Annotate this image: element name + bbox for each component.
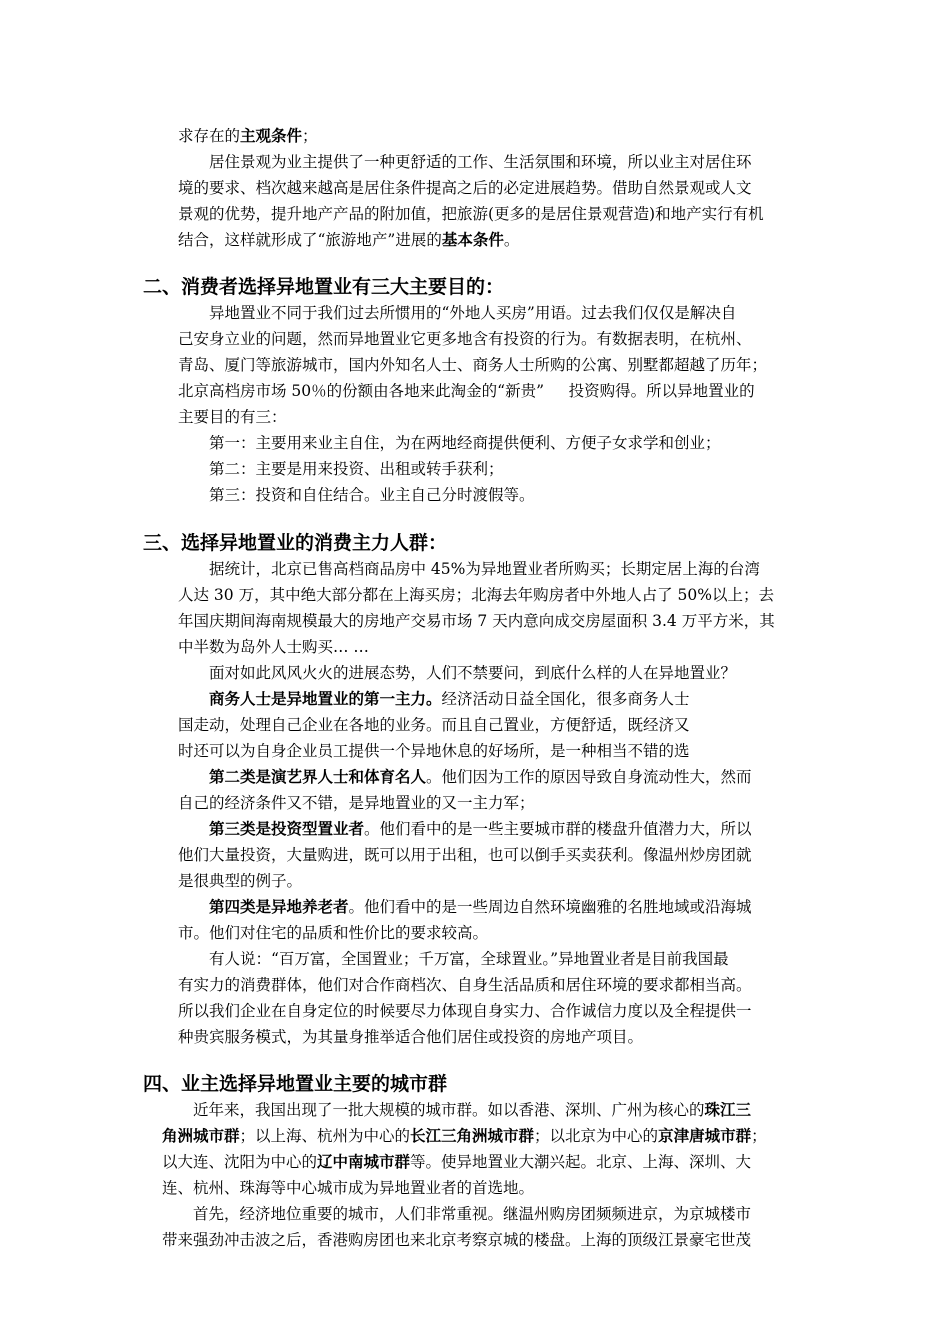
text-run: ；以北京为中心的 [534, 1127, 659, 1145]
text-run: 。他们看中的是一些主要城市群的楼盘升值潜力大，所以 [364, 820, 752, 838]
paragraph-line: 他们大量投资，大量购进，既可以用于出租，也可以倒手买卖获利。像温州炒房团就 [178, 846, 752, 864]
paragraph-line [178, 124, 318, 148]
text-run: 。他们因为工作的原因导致自身流动性大，然而 [426, 768, 752, 786]
paragraph-line: 是很典型的例子。 [178, 872, 303, 890]
paragraph-line: 据统计，北京已售高档商品房中 45%为异地置业者所购买；长期定居上海的台湾 [209, 560, 760, 578]
text-run: 等。使异地置业大潮兴起。北京、上海、深圳、大 [410, 1153, 752, 1171]
section-heading: 二、消费者选择异地置业有三大主要目的： [143, 276, 505, 298]
bold-term: 基本条件 [441, 231, 504, 249]
list-item: 第一：主要用来业主自住，为在两地经商提供便利、方便子女求学和创业； [209, 434, 721, 452]
paragraph-line [209, 687, 690, 711]
text-run: 。 [503, 231, 520, 249]
paragraph-line: 中半数为岛外人士购买… … [178, 638, 369, 656]
bold-term: 商务人士是异地置业的第一主力。 [209, 690, 442, 708]
paragraph-line: 面对如此风风火火的进展态势，人们不禁要问，到底什么样的人在异地置业？ [209, 664, 737, 682]
paragraph-line [209, 895, 752, 919]
paragraph-line: 境的要求、档次越来越高是居住条件提高之后的必定进展趋势。借助自然景观或人文 [178, 179, 752, 197]
paragraph-line: 连、杭州、珠海等中心城市成为异地置业者的首选地。 [162, 1179, 535, 1197]
paragraph-line: 种贵宾服务模式，为其量身推举适合他们居住或投资的房地产项目。 [178, 1028, 644, 1046]
paragraph-line [209, 817, 752, 841]
bold-term: 珠江三 [704, 1101, 752, 1119]
paragraph-line: 有人说：“百万富，全国置业；千万富，全球置业。”异地置业者是目前我国最 [209, 950, 729, 968]
paragraph-line [162, 1150, 751, 1174]
list-item: 第三：投资和自住结合。业主自己分时渡假等。 [209, 486, 535, 504]
paragraph-line [178, 228, 519, 252]
paragraph-line: 所以我们企业在自身定位的时候要尽力体现自身实力、合作诚信力度以及全程提供一 [178, 1002, 752, 1020]
bold-term: 辽中南城市群 [317, 1153, 411, 1171]
paragraph-line: 有实力的消费群体，他们对合作商档次、自身生活品质和居住环境的要求都相当高。 [178, 976, 752, 994]
bold-term: 主观条件 [240, 127, 303, 145]
paragraph-line [193, 1098, 751, 1122]
paragraph-line: 首先，经济地位重要的城市，人们非常重视。继温州购房团频频进京，为京城楼市 [193, 1205, 752, 1223]
paragraph-line [209, 765, 752, 789]
bold-term: 第二类是演艺界人士和体育名人 [209, 768, 427, 786]
paragraph-line: 景观的优势，提升地产产品的附加值，把旅游(更多的是居住景观营造)和地产实行有机 [178, 205, 764, 223]
bold-term: 第三类是投资型置业者 [209, 820, 365, 838]
paragraph-line: 居住景观为业主提供了一种更舒适的工作、生活氛围和环境，所以业主对居住环 [209, 153, 752, 171]
section-heading: 四、业主选择异地置业主要的城市群 [143, 1073, 448, 1095]
bold-term: 长江三角洲城市群 [410, 1127, 535, 1145]
paragraph-line: 自己的经济条件又不错，是异地置业的又一主力军； [178, 794, 535, 812]
paragraph-line: 异地置业不同于我们过去所惯用的“外地人买房”用语。过去我们仅仅是解决自 [209, 304, 737, 322]
text-run: ； [751, 1127, 767, 1145]
section-heading: 三、选择异地置业的消费主力人群： [143, 532, 448, 554]
paragraph-line: 市。他们对住宅的品质和性价比的要求较高。 [178, 924, 489, 942]
text-run: 以大连、沈阳为中心的 [162, 1153, 318, 1171]
paragraph-line: 主要目的有三： [178, 408, 287, 426]
list-item: 第二：主要是用来投资、出租或转手获利； [209, 460, 504, 478]
paragraph-line: 北京高档房市场 50％的份额由各地来此淘金的“新贵” 投资购得。所以异地置业的 [178, 382, 755, 400]
text-run: 结合，这样就形成了“旅游地产”进展的 [178, 231, 442, 249]
text-run: 经济活动日益全国化，很多商务人士 [441, 690, 690, 708]
text-run: 。他们看中的是一些周边自然环境幽雅的名胜地域或沿海城 [348, 898, 752, 916]
text-run: ； [302, 127, 318, 145]
text-run: 求存在的 [178, 127, 241, 145]
paragraph-line: 人达 30 万，其中绝大部分都在上海买房；北海去年购房者中外地人占了 50%以上；去 [178, 586, 774, 604]
paragraph-line: 己安身立业的问题，然而异地置业它更多地含有投资的行为。有数据表明，在杭州、 [178, 330, 752, 348]
paragraph-line [162, 1124, 767, 1148]
text-run: ；以上海、杭州为中心的 [239, 1127, 411, 1145]
paragraph-line: 时还可以为自身企业员工提供一个异地休息的好场所，是一种相当不错的选 [178, 742, 690, 760]
paragraph-line: 年国庆期间海南规模最大的房地产交易市场 7 天内意向成交房屋面积 3.4 万平方米，其 [178, 612, 775, 630]
bold-term: 京津唐城市群 [658, 1127, 752, 1145]
paragraph-line: 国走动，处理自己企业在各地的业务。而且自己置业，方便舒适，既经济又 [178, 716, 690, 734]
text-run: 近年来，我国出现了一批大规模的城市群。如以香港、深圳、广州为核心的 [193, 1101, 705, 1119]
paragraph-line: 青岛、厦门等旅游城市，国内外知名人士、商务人士所购的公寓、别墅都超越了历年； [178, 356, 768, 374]
bold-term: 第四类是异地养老者 [209, 898, 349, 916]
paragraph-line: 带来强劲冲击波之后，香港购房团也来北京考察京城的楼盘。上海的顶级江景豪宅世茂 [162, 1231, 752, 1249]
bold-term: 角洲城市群 [162, 1127, 240, 1145]
